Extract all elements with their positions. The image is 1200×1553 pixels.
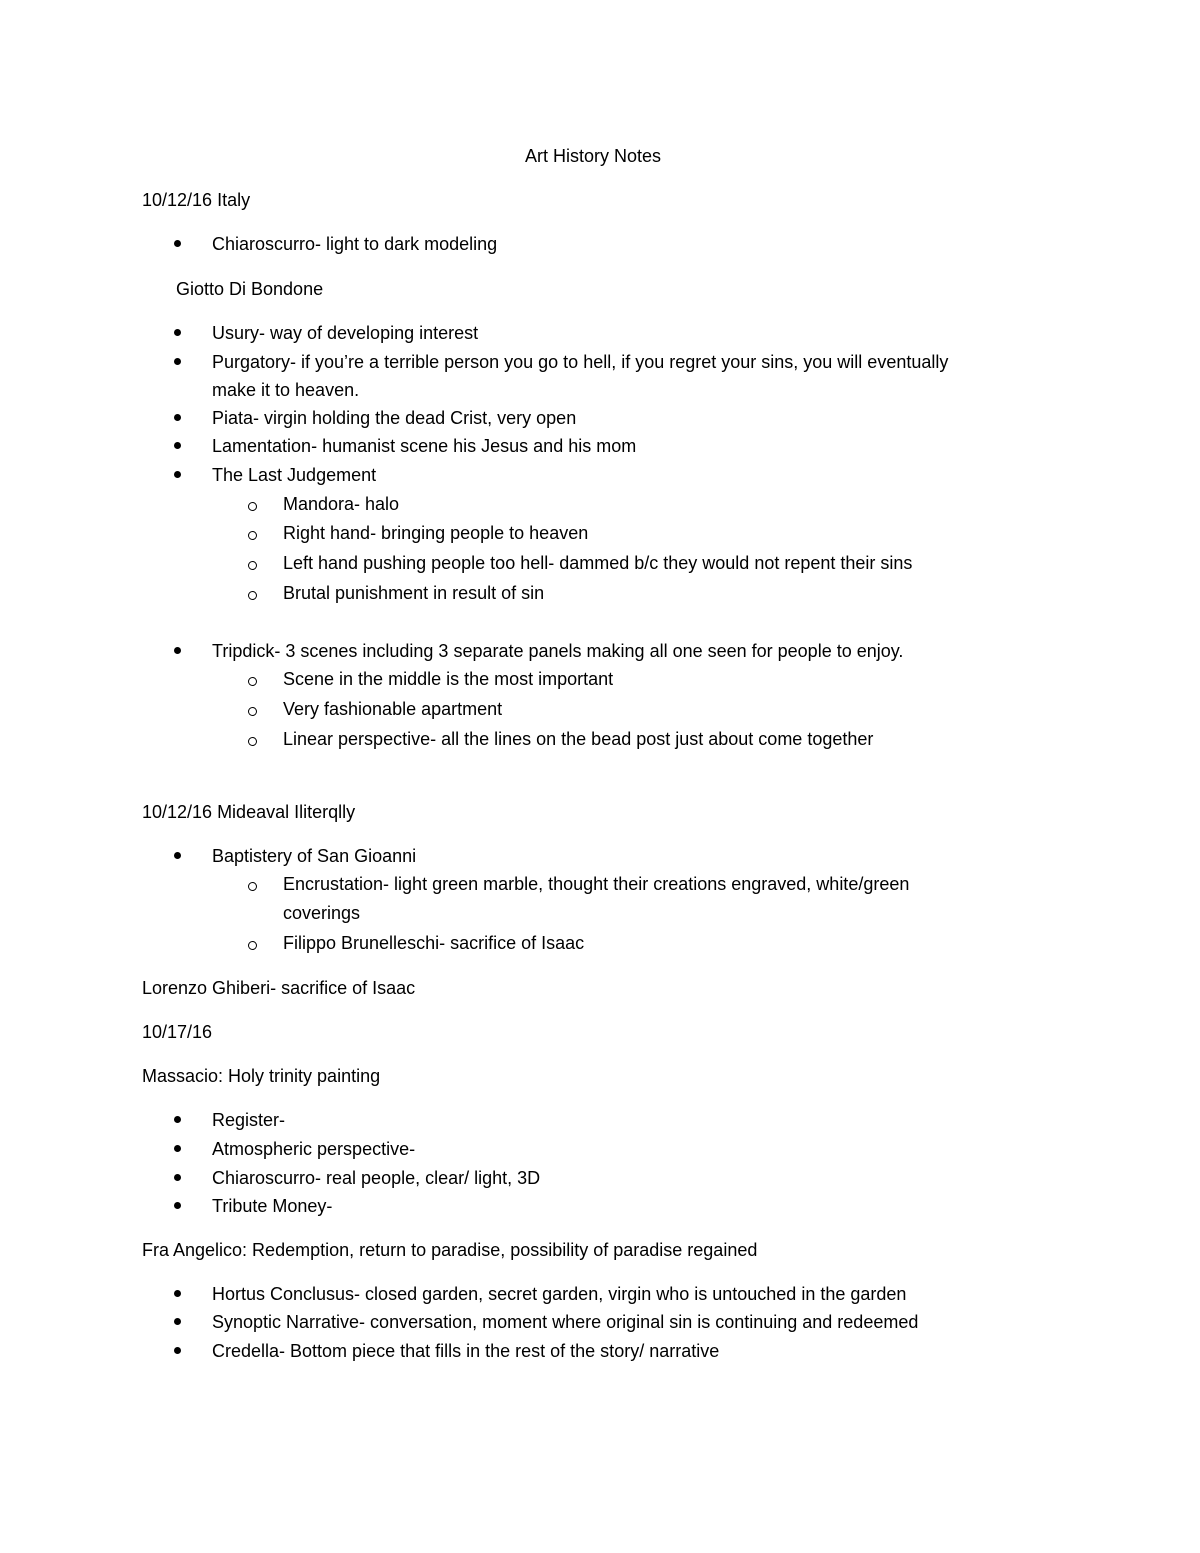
list-item: Tripdick- 3 scenes including 3 separate panels making all one seen for people to enjoy.: [212, 641, 904, 661]
sub-bullet-circle: [248, 561, 257, 570]
document-title: Art History Notes: [525, 146, 662, 166]
list-item: Lamentation- humanist scene his Jesus and his mom: [212, 436, 637, 456]
bullet-dot: [174, 647, 181, 654]
list-item: Register-: [212, 1110, 286, 1130]
paragraph-line: Fra Angelico: Redemption, return to paradise, possibility of paradise regained: [142, 1240, 758, 1260]
list-item: Hortus Conclusus- closed garden, secret garden, virgin who is untouched in the garden: [212, 1284, 907, 1304]
sub-list-item: Very fashionable apartment: [283, 699, 503, 719]
section-date-heading: 10/12/16 Italy: [142, 190, 251, 210]
bullet-dot: [174, 471, 181, 478]
sub-list-item: Brutal punishment in result of sin: [283, 583, 545, 603]
sub-list-item: Scene in the middle is the most important: [283, 669, 614, 689]
sub-bullet-circle: [248, 737, 257, 746]
bullet-dot: [174, 852, 181, 859]
sub-list-item-continuation: coverings: [283, 903, 361, 923]
sub-list-item: Left hand pushing people too hell- dammed b/c they would not repent their sins: [283, 553, 913, 573]
list-item-continuation: make it to heaven.: [212, 380, 360, 400]
bullet-dot: [174, 414, 181, 421]
bullet-dot: [174, 1145, 181, 1152]
bullet-dot: [174, 1290, 181, 1297]
list-item: Usury- way of developing interest: [212, 323, 479, 343]
sub-list-item: Mandora- halo: [283, 494, 400, 514]
paragraph-line: Lorenzo Ghiberi- sacrifice of Isaac: [142, 978, 416, 998]
sub-bullet-circle: [248, 941, 257, 950]
bullet-dot: [174, 358, 181, 365]
bullet-dot: [174, 1318, 181, 1325]
list-item: Piata- virgin holding the dead Crist, very open: [212, 408, 577, 428]
sub-list-item: Encrustation- light green marble, thought their creations engraved, white/green: [283, 874, 910, 894]
bullet-dot: [174, 329, 181, 336]
bullet-dot: [174, 442, 181, 449]
bullet-dot: [174, 1174, 181, 1181]
sub-bullet-circle: [248, 882, 257, 891]
list-item: Purgatory- if you’re a terrible person you go to hell, if you regret your sins, you will eventually: [212, 352, 949, 372]
list-item: Atmospheric perspective-: [212, 1139, 416, 1159]
list-item: Credella- Bottom piece that fills in the rest of the story/ narrative: [212, 1341, 720, 1361]
sub-list-item: Linear perspective- all the lines on the bead post just about come together: [283, 729, 874, 749]
sub-list-item: Filippo Brunelleschi- sacrifice of Isaac: [283, 933, 585, 953]
bullet-dot: [174, 240, 181, 247]
sub-bullet-circle: [248, 531, 257, 540]
sub-bullet-circle: [248, 591, 257, 600]
list-item: Tribute Money-: [212, 1196, 333, 1216]
section-date-heading: 10/12/16 Mideaval Iliterqlly: [142, 802, 356, 822]
list-item: Chiaroscurro- real people, clear/ light, 3D: [212, 1168, 541, 1188]
section-date-heading: 10/17/16: [142, 1022, 213, 1042]
paragraph-line: Massacio: Holy trinity painting: [142, 1066, 381, 1086]
list-item: Baptistery of San Gioanni: [212, 846, 417, 866]
bullet-dot: [174, 1202, 181, 1209]
sub-bullet-circle: [248, 707, 257, 716]
sub-bullet-circle: [248, 502, 257, 511]
section-subheading: Giotto Di Bondone: [176, 279, 324, 299]
bullet-dot: [174, 1347, 181, 1354]
bullet-dot: [174, 1116, 181, 1123]
sub-bullet-circle: [248, 677, 257, 686]
sub-list-item: Right hand- bringing people to heaven: [283, 523, 589, 543]
list-item: Chiaroscurro- light to dark modeling: [212, 234, 498, 254]
list-item: Synoptic Narrative- conversation, moment where original sin is continuing and redeemed: [212, 1312, 919, 1332]
list-item: The Last Judgement: [212, 465, 377, 485]
